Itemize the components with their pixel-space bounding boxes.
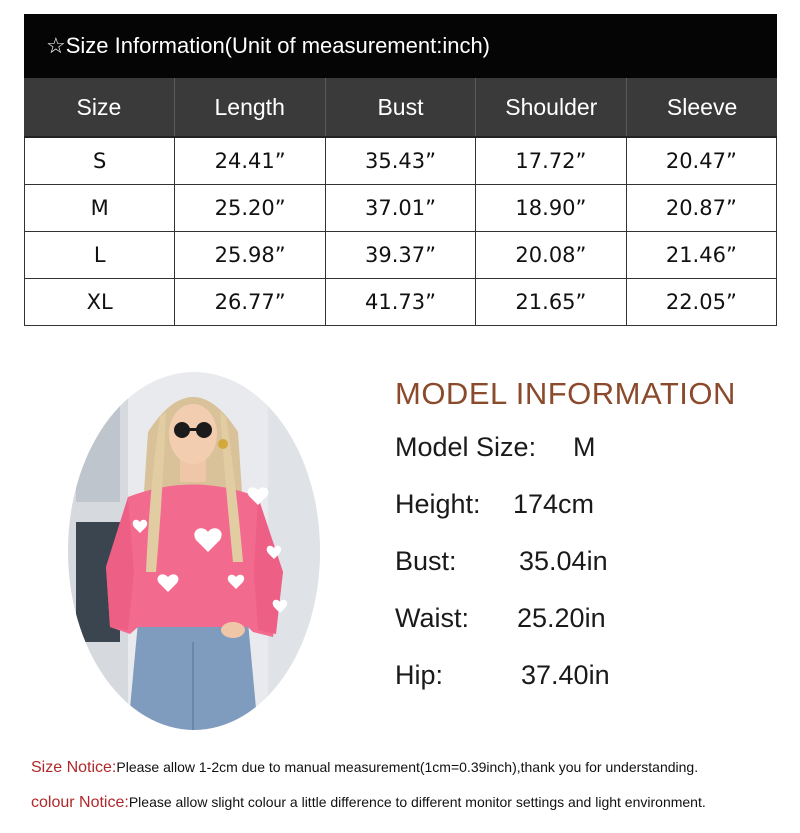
length-cell: 24.41” <box>174 138 324 184</box>
bust-cell: 41.73” <box>325 279 475 325</box>
model-hip-value: 37.40in <box>521 660 610 690</box>
header-bust: Bust <box>325 78 476 136</box>
header-size: Size <box>76 93 122 120</box>
model-bust-row <box>395 546 785 603</box>
model-waist-value: 25.20in <box>517 603 606 633</box>
size-cell: L <box>93 243 106 267</box>
length-cell: 25.98” <box>174 232 324 278</box>
model-height-value: 174cm <box>513 489 595 519</box>
model-info-title: MODEL INFORMATION <box>395 376 736 411</box>
colour-notice <box>31 794 706 812</box>
shoulder-cell: 18.90” <box>475 185 625 231</box>
colour-notice-text: Please allow slight colour a little difference to different monitor settings and light environment. <box>128 794 706 810</box>
model-bust-label: Bust: <box>395 546 457 576</box>
table-row <box>24 138 777 185</box>
bust-cell: 39.37” <box>325 232 475 278</box>
shoulder-cell: 17.72” <box>475 138 625 184</box>
size-cell: M <box>90 196 109 220</box>
size-table-header <box>24 78 777 138</box>
size-notice-text: Please allow 1-2cm due to manual measurement(1cm=0.39inch),thank you for understanding. <box>116 759 699 775</box>
size-cell: S <box>93 149 107 173</box>
model-hip-row <box>395 660 785 717</box>
bust-cell: 37.01” <box>325 185 475 231</box>
model-bust-value: 35.04in <box>519 546 608 576</box>
model-waist-label: Waist: <box>395 603 469 633</box>
sleeve-cell: 22.05” <box>626 279 776 325</box>
model-size-label: Model Size: <box>395 432 537 462</box>
size-table-title: ☆Size Information(Unit of measurement:inch) <box>24 14 777 78</box>
length-cell: 25.20” <box>174 185 324 231</box>
table-row <box>24 232 777 279</box>
sleeve-cell: 20.87” <box>626 185 776 231</box>
size-cell: XL <box>86 290 113 314</box>
table-row <box>24 185 777 232</box>
bust-cell: 35.43” <box>325 138 475 184</box>
size-table <box>24 14 777 326</box>
colour-notice-label: colour Notice: <box>31 794 129 811</box>
header-length: Length <box>174 78 325 136</box>
model-hip-label: Hip: <box>395 660 444 690</box>
header-sleeve: Sleeve <box>626 78 777 136</box>
sleeve-cell: 20.47” <box>626 138 776 184</box>
model-information <box>395 376 785 717</box>
header-shoulder: Shoulder <box>475 78 626 136</box>
model-waist-row <box>395 603 785 660</box>
size-notice-label: Size Notice: <box>31 759 117 776</box>
model-height-row <box>395 489 785 546</box>
shoulder-cell: 21.65” <box>475 279 625 325</box>
sleeve-cell: 21.46” <box>626 232 776 278</box>
shoulder-cell: 20.08” <box>475 232 625 278</box>
table-row <box>24 279 777 326</box>
size-notice <box>31 759 698 777</box>
model-size-value: M <box>573 432 596 462</box>
model-photo <box>68 372 320 730</box>
model-size-row <box>395 432 785 489</box>
model-height-label: Height: <box>395 489 481 519</box>
length-cell: 26.77” <box>174 279 324 325</box>
